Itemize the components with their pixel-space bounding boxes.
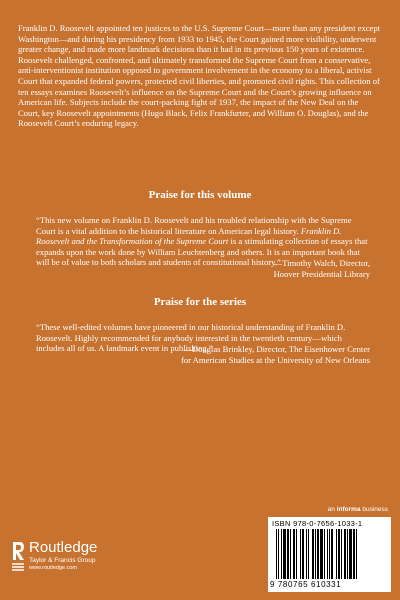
- quote-text-part2: is a stimulating collection of essays that expands upon the work done by William Leuchtenberg and others. It is an important book that will be of value to both scholars and students of constitutional history.”: [36, 236, 368, 268]
- attribution-name: —Timothy Walch, Director,: [273, 258, 370, 268]
- barcode-digits: 9 780765 610331: [270, 580, 342, 589]
- routledge-r-icon: [10, 540, 26, 576]
- quote-text-part1: “This new volume on Franklin D. Roosevelt and his troubled relationship with the Supreme Court is a vital addition to the historical literature on American legal history.: [36, 215, 352, 236]
- praise-volume-attribution: [70, 258, 370, 279]
- attribution-name: —Douglas Brinkley, Director, The Eisenhower Center: [183, 344, 370, 354]
- publisher-group: Taylor & Francis Group: [29, 557, 96, 564]
- publisher-name: Routledge: [29, 539, 98, 556]
- praise-volume-heading: Praise for this volume: [148, 189, 252, 201]
- praise-series-attribution: [70, 344, 370, 365]
- informa-brand: informa: [336, 506, 361, 513]
- attribution-affiliation: for American Studies at the University of New Orleans: [180, 354, 370, 365]
- barcode-bars: [276, 529, 384, 579]
- informa-imprint: an informa business: [327, 506, 388, 513]
- attribution-affiliation: Hoover Presidential Library: [273, 268, 370, 279]
- isbn-barcode: [268, 517, 391, 592]
- book-title-italic: Franklin D. Roosevelt and the Transformation of the Supreme Court: [36, 225, 342, 247]
- publisher-url: www.routledge.com: [29, 565, 77, 571]
- praise-series-quote: “These well-edited volumes have pioneered in our historical understanding of Franklin D. Roosevelt. Highly recommended for anybody interested in the twentieth century—which includes all of us. A landmark event in publishing.”: [36, 322, 346, 354]
- isbn-number: ISBN 978-0-7656-1033-1: [272, 519, 363, 528]
- praise-series-heading: Praise for the series: [153, 296, 247, 308]
- book-description: Franklin D. Roosevelt appointed ten justices to the U.S. Supreme Court—more than any president except Washington—and during his presidency from 1933 to 1945, the Court gained more visibility, underwent greater change, and made more landmark decisions than it had in its previous 150 years of existence. Roosevelt challenged, confronted, and ultimately transformed the Supreme Court from a conservative, anti-interventionist institution opposed to government involvement in the economy to a liberal, activist Court that expanded federal powers, protected civil liberties, and promoted civil rights. This collection of ten essays examines Roosevelt’s influence on the Supreme Court and the Court’s growing influence on American life. Subjects include the court-packing fight of 1937, the impact of the New Deal on the Court, key Roosevelt appointments (Hugo Black, Felix Frankfurter, and William O. Douglas), and the Roosevelt Court’s enduring legacy.: [18, 23, 381, 129]
